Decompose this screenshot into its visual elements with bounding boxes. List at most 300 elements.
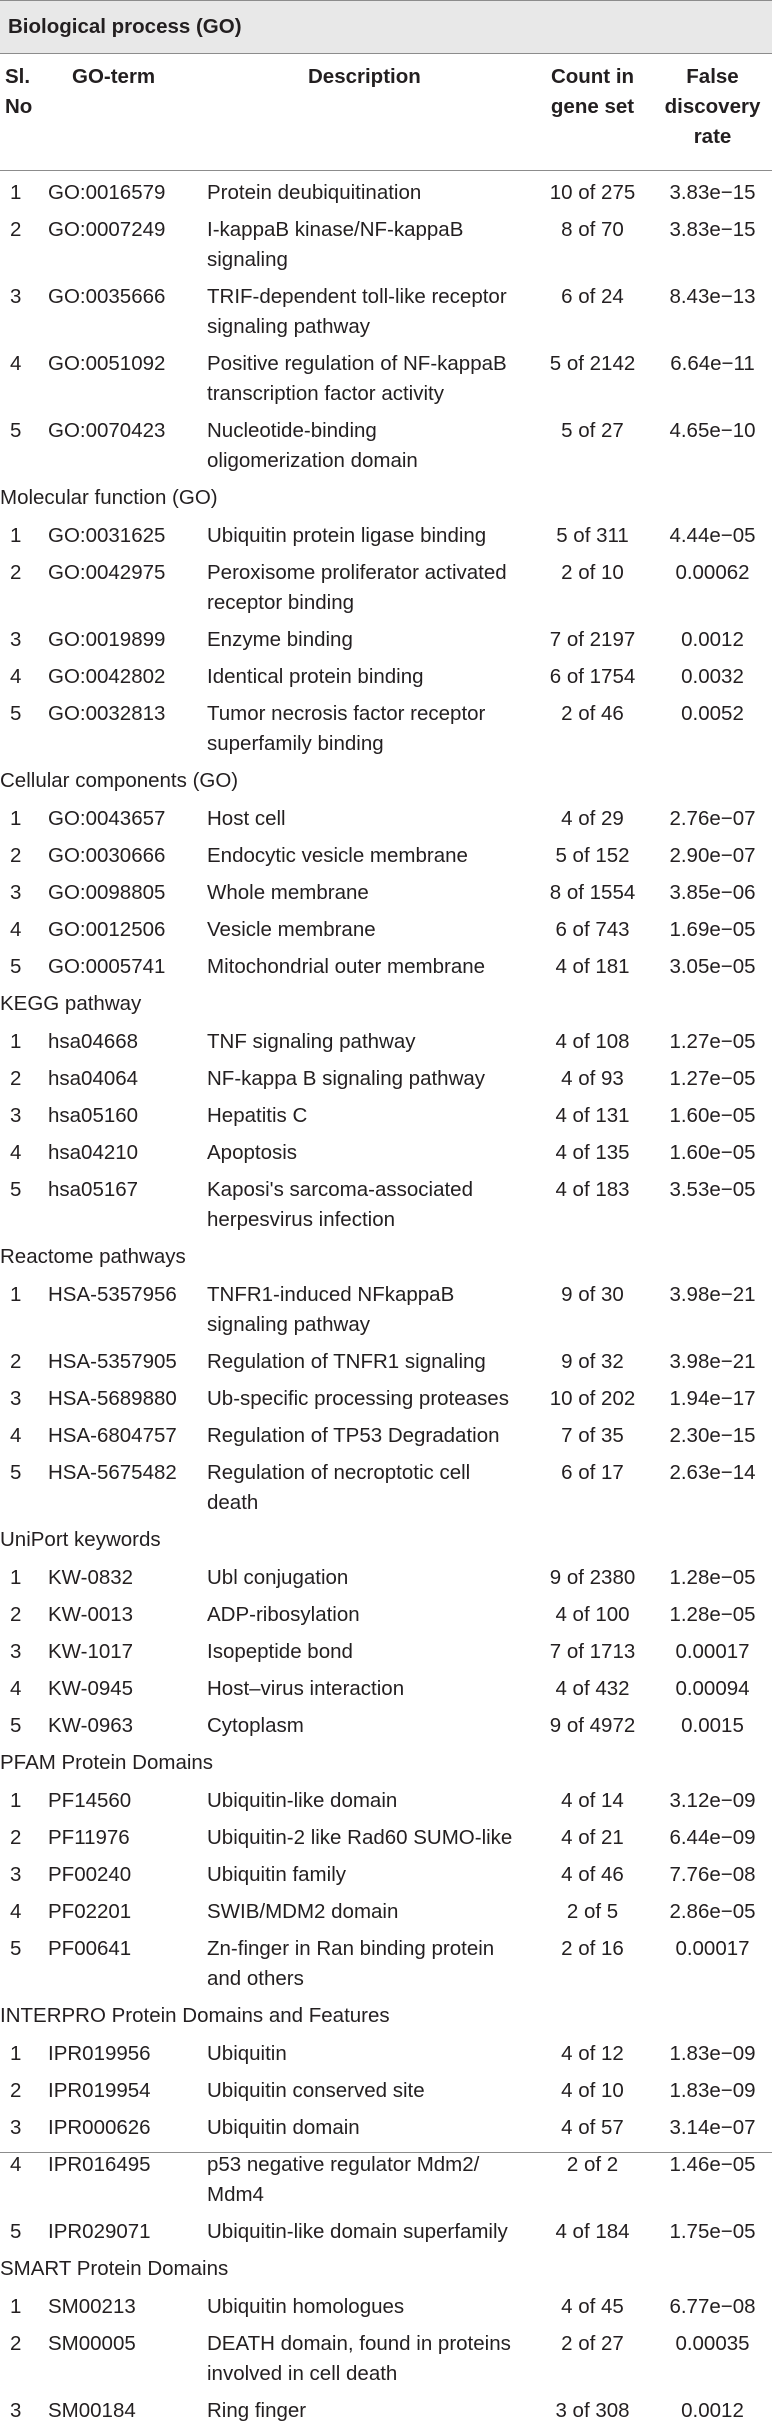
table-row xyxy=(0,1421,772,1451)
row-term-id: HSA-5675482 xyxy=(48,1461,177,1484)
header-go-term: GO-term xyxy=(72,65,156,88)
row-description-line: Vesicle membrane xyxy=(207,918,376,941)
table-row xyxy=(0,178,772,208)
row-description-line: Hepatitis C xyxy=(207,1104,308,1127)
row-description-line: Regulation of TNFR1 signaling xyxy=(207,1350,486,1373)
row-term-id: hsa04668 xyxy=(48,1030,139,1053)
row-description-line: Ubiquitin family xyxy=(207,1863,346,1886)
row-false-discovery-rate: 0.00094 xyxy=(675,1677,750,1700)
row-description-line: Mitochondrial outer membrane xyxy=(207,955,486,978)
row-count-in-gene-set: 4 of 10 xyxy=(561,2079,624,2102)
row-count-in-gene-set: 4 of 45 xyxy=(561,2295,624,2318)
row-false-discovery-rate: 3.83e−15 xyxy=(669,218,756,241)
row-term-id: GO:0030666 xyxy=(48,844,166,867)
table-row xyxy=(0,1711,772,1741)
row-count-in-gene-set: 2 of 5 xyxy=(566,1900,619,1923)
row-serial-number: 2 xyxy=(10,844,22,867)
row-description xyxy=(207,804,286,834)
row-count-in-gene-set: 10 of 275 xyxy=(549,181,636,204)
section-title: Cellular components (GO) xyxy=(0,769,239,792)
row-term-id: KW-0013 xyxy=(48,1603,134,1626)
header-fdr-line2: discovery xyxy=(664,95,761,118)
row-serial-number: 2 xyxy=(10,218,22,241)
row-serial-number: 5 xyxy=(10,2220,22,2243)
row-term-id: HSA-5357956 xyxy=(48,1283,177,1306)
row-description xyxy=(207,2113,360,2143)
row-serial-number: 3 xyxy=(10,1640,22,1663)
row-term-id: IPR016495 xyxy=(48,2153,151,2176)
row-count-in-gene-set: 9 of 4972 xyxy=(549,1714,636,1737)
row-description-line: Tumor necrosis factor receptor xyxy=(207,702,486,725)
section-title: SMART Protein Domains xyxy=(0,2257,229,2280)
row-description xyxy=(207,841,468,871)
row-false-discovery-rate: 3.53e−05 xyxy=(669,1178,756,1201)
section-title: KEGG pathway xyxy=(0,992,142,1015)
row-description xyxy=(207,1421,500,1451)
row-count-in-gene-set: 7 of 2197 xyxy=(549,628,636,651)
row-term-id: HSA-6804757 xyxy=(48,1424,177,1447)
row-serial-number: 3 xyxy=(10,881,22,904)
header-sl-line2: No xyxy=(5,95,33,118)
table-row xyxy=(0,2113,772,2143)
row-count-in-gene-set: 4 of 14 xyxy=(561,1789,624,1812)
row-false-discovery-rate: 8.43e−13 xyxy=(669,285,756,308)
row-description-line: I-kappaB kinase/NF-kappaB xyxy=(207,218,464,241)
row-count-in-gene-set: 2 of 10 xyxy=(561,561,624,584)
row-count-in-gene-set: 4 of 100 xyxy=(555,1603,630,1626)
row-description-line: Ring finger xyxy=(207,2399,307,2422)
row-count-in-gene-set: 4 of 108 xyxy=(555,1030,630,1053)
row-serial-number: 3 xyxy=(10,1387,22,1410)
table-row xyxy=(0,1860,772,1890)
row-serial-number: 3 xyxy=(10,2399,22,2422)
row-description xyxy=(207,1101,307,1131)
row-description xyxy=(207,662,424,692)
row-count-in-gene-set: 4 of 181 xyxy=(555,955,630,978)
row-description-line: signaling pathway xyxy=(207,315,370,338)
row-false-discovery-rate: 2.30e−15 xyxy=(669,1424,756,1447)
row-term-id: GO:0042802 xyxy=(48,665,166,688)
row-serial-number: 5 xyxy=(10,955,22,978)
row-count-in-gene-set: 6 of 17 xyxy=(561,1461,624,1484)
row-term-id: IPR029071 xyxy=(48,2220,151,2243)
row-description-line: Host cell xyxy=(207,807,286,830)
row-description xyxy=(207,2217,508,2247)
table-row xyxy=(0,1175,772,1235)
row-term-id: hsa05160 xyxy=(48,1104,139,1127)
row-description-line: Ubiquitin conserved site xyxy=(207,2079,425,2102)
row-description-line: involved in cell death xyxy=(207,2362,398,2385)
header-sl-line1: Sl. xyxy=(5,65,31,88)
row-description-line: Ubiquitin xyxy=(207,2042,287,2065)
header-fdr-line1: False xyxy=(686,65,739,88)
row-count-in-gene-set: 3 of 308 xyxy=(555,2399,630,2422)
row-description-line: Isopeptide bond xyxy=(207,1640,353,1663)
row-false-discovery-rate: 3.98e−21 xyxy=(669,1350,756,1373)
header-sl xyxy=(5,62,32,122)
table-row xyxy=(0,2039,772,2069)
row-false-discovery-rate: 0.00035 xyxy=(675,2332,750,2355)
row-term-id: GO:0043657 xyxy=(48,807,166,830)
row-description-line: Identical protein binding xyxy=(207,665,424,688)
title-rule xyxy=(0,53,772,54)
row-term-id: PF11976 xyxy=(48,1826,130,1849)
row-description-line: oligomerization domain xyxy=(207,449,418,472)
row-term-id: KW-0832 xyxy=(48,1566,134,1589)
row-description-line: and others xyxy=(207,1967,304,1990)
row-false-discovery-rate: 0.0012 xyxy=(681,628,744,651)
row-term-id: GO:0005741 xyxy=(48,955,166,978)
table-row xyxy=(0,625,772,655)
row-count-in-gene-set: 4 of 12 xyxy=(561,2042,624,2065)
row-false-discovery-rate: 3.14e−07 xyxy=(669,2116,756,2139)
row-serial-number: 1 xyxy=(10,181,22,204)
row-count-in-gene-set: 4 of 21 xyxy=(561,1826,624,1849)
row-description xyxy=(207,952,485,982)
row-description-line: Ub-specific processing proteases xyxy=(207,1387,509,1410)
table-row xyxy=(0,1458,772,1518)
row-description-line: Ubiquitin protein ligase binding xyxy=(207,524,487,547)
row-description xyxy=(207,1823,512,1853)
table-title: Biological process (GO) xyxy=(8,15,242,38)
table-title-row xyxy=(0,1,772,53)
row-serial-number: 2 xyxy=(10,1603,22,1626)
row-description-line: Apoptosis xyxy=(207,1141,298,1164)
row-term-id: GO:0019899 xyxy=(48,628,166,651)
row-serial-number: 5 xyxy=(10,419,22,442)
row-description-line: Ubiquitin-like domain superfamily xyxy=(207,2220,508,2243)
row-count-in-gene-set: 10 of 202 xyxy=(549,1387,636,1410)
row-false-discovery-rate: 3.12e−09 xyxy=(669,1789,756,1812)
row-serial-number: 1 xyxy=(10,1789,22,1812)
row-false-discovery-rate: 2.86e−05 xyxy=(669,1900,756,1923)
row-serial-number: 5 xyxy=(10,1937,22,1960)
section-title: INTERPRO Protein Domains and Features xyxy=(0,2004,390,2027)
row-false-discovery-rate: 0.0032 xyxy=(681,665,744,688)
row-description-line: Nucleotide-binding xyxy=(207,419,377,442)
row-false-discovery-rate: 3.83e−15 xyxy=(669,181,756,204)
row-description xyxy=(207,2329,511,2389)
row-description-line: signaling pathway xyxy=(207,1313,370,1336)
row-false-discovery-rate: 2.63e−14 xyxy=(669,1461,756,1484)
row-term-id: GO:0035666 xyxy=(48,285,166,308)
row-term-id: GO:0007249 xyxy=(48,218,166,241)
table-row xyxy=(0,2329,772,2389)
row-serial-number: 3 xyxy=(10,1104,22,1127)
row-false-discovery-rate: 1.75e−05 xyxy=(669,2220,756,2243)
table-row xyxy=(0,416,772,476)
row-false-discovery-rate: 1.28e−05 xyxy=(669,1566,756,1589)
row-description xyxy=(207,1347,486,1377)
row-term-id: GO:0031625 xyxy=(48,524,166,547)
table-row xyxy=(0,215,772,275)
row-count-in-gene-set: 9 of 2380 xyxy=(549,1566,636,1589)
header-description: Description xyxy=(308,65,421,88)
row-count-in-gene-set: 2 of 16 xyxy=(561,1937,624,1960)
row-description xyxy=(207,1674,404,1704)
row-serial-number: 4 xyxy=(10,1677,22,1700)
row-count-in-gene-set: 4 of 93 xyxy=(561,1067,624,1090)
table-row xyxy=(0,282,772,342)
row-false-discovery-rate: 1.27e−05 xyxy=(669,1030,756,1053)
row-description-line: signaling xyxy=(207,248,288,271)
row-description-line: Peroxisome proliferator activated xyxy=(207,561,507,584)
row-description-line: Host–virus interaction xyxy=(207,1677,405,1700)
row-description-line: TNFR1-induced NFkappaB xyxy=(207,1283,455,1306)
row-serial-number: 2 xyxy=(10,2079,22,2102)
row-serial-number: 3 xyxy=(10,628,22,651)
header-fdr-line3: rate xyxy=(693,125,732,148)
row-false-discovery-rate: 0.0052 xyxy=(681,702,744,725)
row-description xyxy=(207,1860,346,1890)
row-description-line: Ubiquitin homologues xyxy=(207,2295,405,2318)
table-row xyxy=(0,1637,772,1667)
row-count-in-gene-set: 2 of 27 xyxy=(561,2332,624,2355)
row-count-in-gene-set: 5 of 27 xyxy=(561,419,624,442)
table-row xyxy=(0,2396,772,2426)
row-description xyxy=(207,915,376,945)
row-term-id: GO:0042975 xyxy=(48,561,166,584)
row-count-in-gene-set: 6 of 743 xyxy=(555,918,630,941)
row-description-line: herpesvirus infection xyxy=(207,1208,396,1231)
header-rule xyxy=(0,170,772,171)
row-description xyxy=(207,1138,297,1168)
row-description-line: Ubiquitin-like domain xyxy=(207,1789,398,1812)
row-description xyxy=(207,1175,473,1235)
row-count-in-gene-set: 8 of 70 xyxy=(561,218,624,241)
table-row xyxy=(0,915,772,945)
row-description xyxy=(207,2292,404,2322)
section-header-row xyxy=(0,483,772,513)
row-description xyxy=(207,1563,348,1593)
table-row xyxy=(0,1786,772,1816)
row-count-in-gene-set: 4 of 184 xyxy=(555,2220,630,2243)
table-row xyxy=(0,662,772,692)
row-count-in-gene-set: 7 of 1713 xyxy=(549,1640,636,1663)
row-description-line: ADP-ribosylation xyxy=(207,1603,360,1626)
row-false-discovery-rate: 0.0012 xyxy=(681,2399,744,2422)
row-description-line: Ubiquitin domain xyxy=(207,2116,360,2139)
row-count-in-gene-set: 4 of 46 xyxy=(561,1863,624,1886)
row-count-in-gene-set: 2 of 2 xyxy=(566,2153,619,2176)
row-count-in-gene-set: 7 of 35 xyxy=(561,1424,624,1447)
bottom-rule xyxy=(0,2152,772,2153)
row-description xyxy=(207,2150,479,2210)
row-serial-number: 5 xyxy=(10,1714,22,1737)
row-serial-number: 1 xyxy=(10,1566,22,1589)
row-count-in-gene-set: 8 of 1554 xyxy=(549,881,636,904)
row-description-line: receptor binding xyxy=(207,591,355,614)
row-description-line: NF-kappa B signaling pathway xyxy=(207,1067,486,1090)
row-description xyxy=(207,521,486,551)
row-serial-number: 2 xyxy=(10,1067,22,1090)
column-header-row xyxy=(0,62,772,162)
row-count-in-gene-set: 5 of 311 xyxy=(556,524,629,547)
table-row xyxy=(0,1347,772,1377)
row-false-discovery-rate: 0.00062 xyxy=(675,561,750,584)
row-description xyxy=(207,2076,425,2106)
row-description xyxy=(207,558,507,618)
row-serial-number: 1 xyxy=(10,1283,22,1306)
row-description xyxy=(207,625,353,655)
row-serial-number: 4 xyxy=(10,665,22,688)
section-header-row xyxy=(0,2254,772,2284)
row-description-line: Zn-finger in Ran binding protein xyxy=(207,1937,495,1960)
row-serial-number: 5 xyxy=(10,702,22,725)
row-false-discovery-rate: 6.77e−08 xyxy=(669,2295,756,2318)
section-header-row xyxy=(0,1525,772,1555)
table-row xyxy=(0,1563,772,1593)
header-count-line2: gene set xyxy=(550,95,635,118)
row-serial-number: 1 xyxy=(10,1030,22,1053)
header-count xyxy=(535,62,650,122)
row-count-in-gene-set: 6 of 1754 xyxy=(549,665,636,688)
row-false-discovery-rate: 2.90e−07 xyxy=(669,844,756,867)
row-serial-number: 4 xyxy=(10,918,22,941)
row-count-in-gene-set: 4 of 57 xyxy=(561,2116,624,2139)
row-count-in-gene-set: 5 of 152 xyxy=(555,844,630,867)
row-description xyxy=(207,2396,306,2426)
row-description-line: TNF signaling pathway xyxy=(207,1030,416,1053)
row-description xyxy=(207,178,421,208)
row-serial-number: 2 xyxy=(10,1826,22,1849)
table-row xyxy=(0,1674,772,1704)
row-serial-number: 2 xyxy=(10,2332,22,2355)
row-false-discovery-rate: 0.0015 xyxy=(681,1714,744,1737)
header-count-line1: Count in xyxy=(550,65,635,88)
row-false-discovery-rate: 1.83e−09 xyxy=(669,2042,756,2065)
row-term-id: HSA-5689880 xyxy=(48,1387,177,1410)
row-term-id: GO:0016579 xyxy=(48,181,166,204)
section-header-row xyxy=(0,766,772,796)
row-serial-number: 4 xyxy=(10,2153,22,2176)
table-row xyxy=(0,349,772,409)
row-false-discovery-rate: 1.27e−05 xyxy=(669,1067,756,1090)
table-row xyxy=(0,1897,772,1927)
row-false-discovery-rate: 4.44e−05 xyxy=(669,524,756,547)
row-description xyxy=(207,1280,454,1340)
row-serial-number: 4 xyxy=(10,1424,22,1447)
row-description-line: Endocytic vesicle membrane xyxy=(207,844,468,867)
row-description-line: superfamily binding xyxy=(207,732,384,755)
row-description-line: Mdm4 xyxy=(207,2183,264,2206)
row-description xyxy=(207,215,463,275)
row-false-discovery-rate: 1.60e−05 xyxy=(669,1141,756,1164)
row-count-in-gene-set: 9 of 32 xyxy=(561,1350,624,1373)
row-description xyxy=(207,699,485,759)
table-row xyxy=(0,1101,772,1131)
table-row xyxy=(0,2292,772,2322)
section-header-row xyxy=(0,1748,772,1778)
row-false-discovery-rate: 1.46e−05 xyxy=(669,2153,756,2176)
section-title: UniPort keywords xyxy=(0,1528,161,1551)
table-row xyxy=(0,1934,772,1994)
row-false-discovery-rate: 3.98e−21 xyxy=(669,1283,756,1306)
table-row xyxy=(0,1064,772,1094)
row-term-id: hsa04064 xyxy=(48,1067,139,1090)
row-term-id: IPR019954 xyxy=(48,2079,151,2102)
table-row xyxy=(0,878,772,908)
row-description xyxy=(207,1384,509,1414)
row-description xyxy=(207,416,418,476)
row-description xyxy=(207,1897,398,1927)
row-description xyxy=(207,2039,287,2069)
table-row xyxy=(0,699,772,759)
row-count-in-gene-set: 4 of 432 xyxy=(555,1677,630,1700)
row-term-id: IPR019956 xyxy=(48,2042,151,2065)
row-description-line: SWIB/MDM2 domain xyxy=(207,1900,399,1923)
row-serial-number: 1 xyxy=(10,524,22,547)
row-description-line: Positive regulation of NF-kappaB xyxy=(207,352,507,375)
row-serial-number: 3 xyxy=(10,1863,22,1886)
table-row xyxy=(0,2150,772,2210)
row-term-id: KW-0963 xyxy=(48,1714,134,1737)
section-title: Molecular function (GO) xyxy=(0,486,218,509)
row-serial-number: 4 xyxy=(10,1141,22,1164)
row-term-id: KW-0945 xyxy=(48,1677,134,1700)
row-false-discovery-rate: 3.85e−06 xyxy=(669,881,756,904)
table-row xyxy=(0,2217,772,2247)
row-description-line: Cytoplasm xyxy=(207,1714,304,1737)
row-term-id: PF00240 xyxy=(48,1863,132,1886)
table-row xyxy=(0,521,772,551)
table-row xyxy=(0,1600,772,1630)
row-term-id: GO:0051092 xyxy=(48,352,166,375)
row-description-line: transcription factor activity xyxy=(207,382,444,405)
row-description-line: Enzyme binding xyxy=(207,628,353,651)
row-false-discovery-rate: 2.76e−07 xyxy=(669,807,756,830)
row-false-discovery-rate: 7.76e−08 xyxy=(669,1863,756,1886)
row-serial-number: 3 xyxy=(10,2116,22,2139)
row-serial-number: 2 xyxy=(10,1350,22,1373)
row-count-in-gene-set: 4 of 29 xyxy=(561,807,624,830)
row-count-in-gene-set: 9 of 30 xyxy=(561,1283,624,1306)
row-term-id: SM00184 xyxy=(48,2399,136,2422)
table-row xyxy=(0,841,772,871)
row-false-discovery-rate: 1.60e−05 xyxy=(669,1104,756,1127)
row-count-in-gene-set: 6 of 24 xyxy=(561,285,624,308)
table-row xyxy=(0,1027,772,1057)
section-header-row xyxy=(0,989,772,1019)
row-description-line: Ubiquitin-2 like Rad60 SUMO-like xyxy=(207,1826,513,1849)
row-serial-number: 1 xyxy=(10,2042,22,2065)
row-false-discovery-rate: 6.44e−09 xyxy=(669,1826,756,1849)
row-description-line: Ubl conjugation xyxy=(207,1566,349,1589)
row-false-discovery-rate: 4.65e−10 xyxy=(669,419,756,442)
row-count-in-gene-set: 5 of 2142 xyxy=(549,352,636,375)
section-title: Reactome pathways xyxy=(0,1245,186,1268)
row-serial-number: 2 xyxy=(10,561,22,584)
row-count-in-gene-set: 2 of 46 xyxy=(561,702,624,725)
row-serial-number: 1 xyxy=(10,2295,22,2318)
table-row xyxy=(0,558,772,618)
table-row xyxy=(0,1823,772,1853)
row-description-line: Kaposi's sarcoma-associated xyxy=(207,1178,473,1201)
row-description xyxy=(207,282,507,342)
row-term-id: GO:0098805 xyxy=(48,881,166,904)
row-description-line: Regulation of necroptotic cell xyxy=(207,1461,471,1484)
row-count-in-gene-set: 4 of 131 xyxy=(555,1104,630,1127)
row-term-id: HSA-5357905 xyxy=(48,1350,177,1373)
row-false-discovery-rate: 1.83e−09 xyxy=(669,2079,756,2102)
row-description xyxy=(207,1934,494,1994)
row-description-line: TRIF-dependent toll-like receptor xyxy=(207,285,507,308)
row-description xyxy=(207,1064,485,1094)
row-serial-number: 1 xyxy=(10,807,22,830)
row-term-id: PF00641 xyxy=(48,1937,132,1960)
row-description xyxy=(207,878,369,908)
row-serial-number: 5 xyxy=(10,1178,22,1201)
